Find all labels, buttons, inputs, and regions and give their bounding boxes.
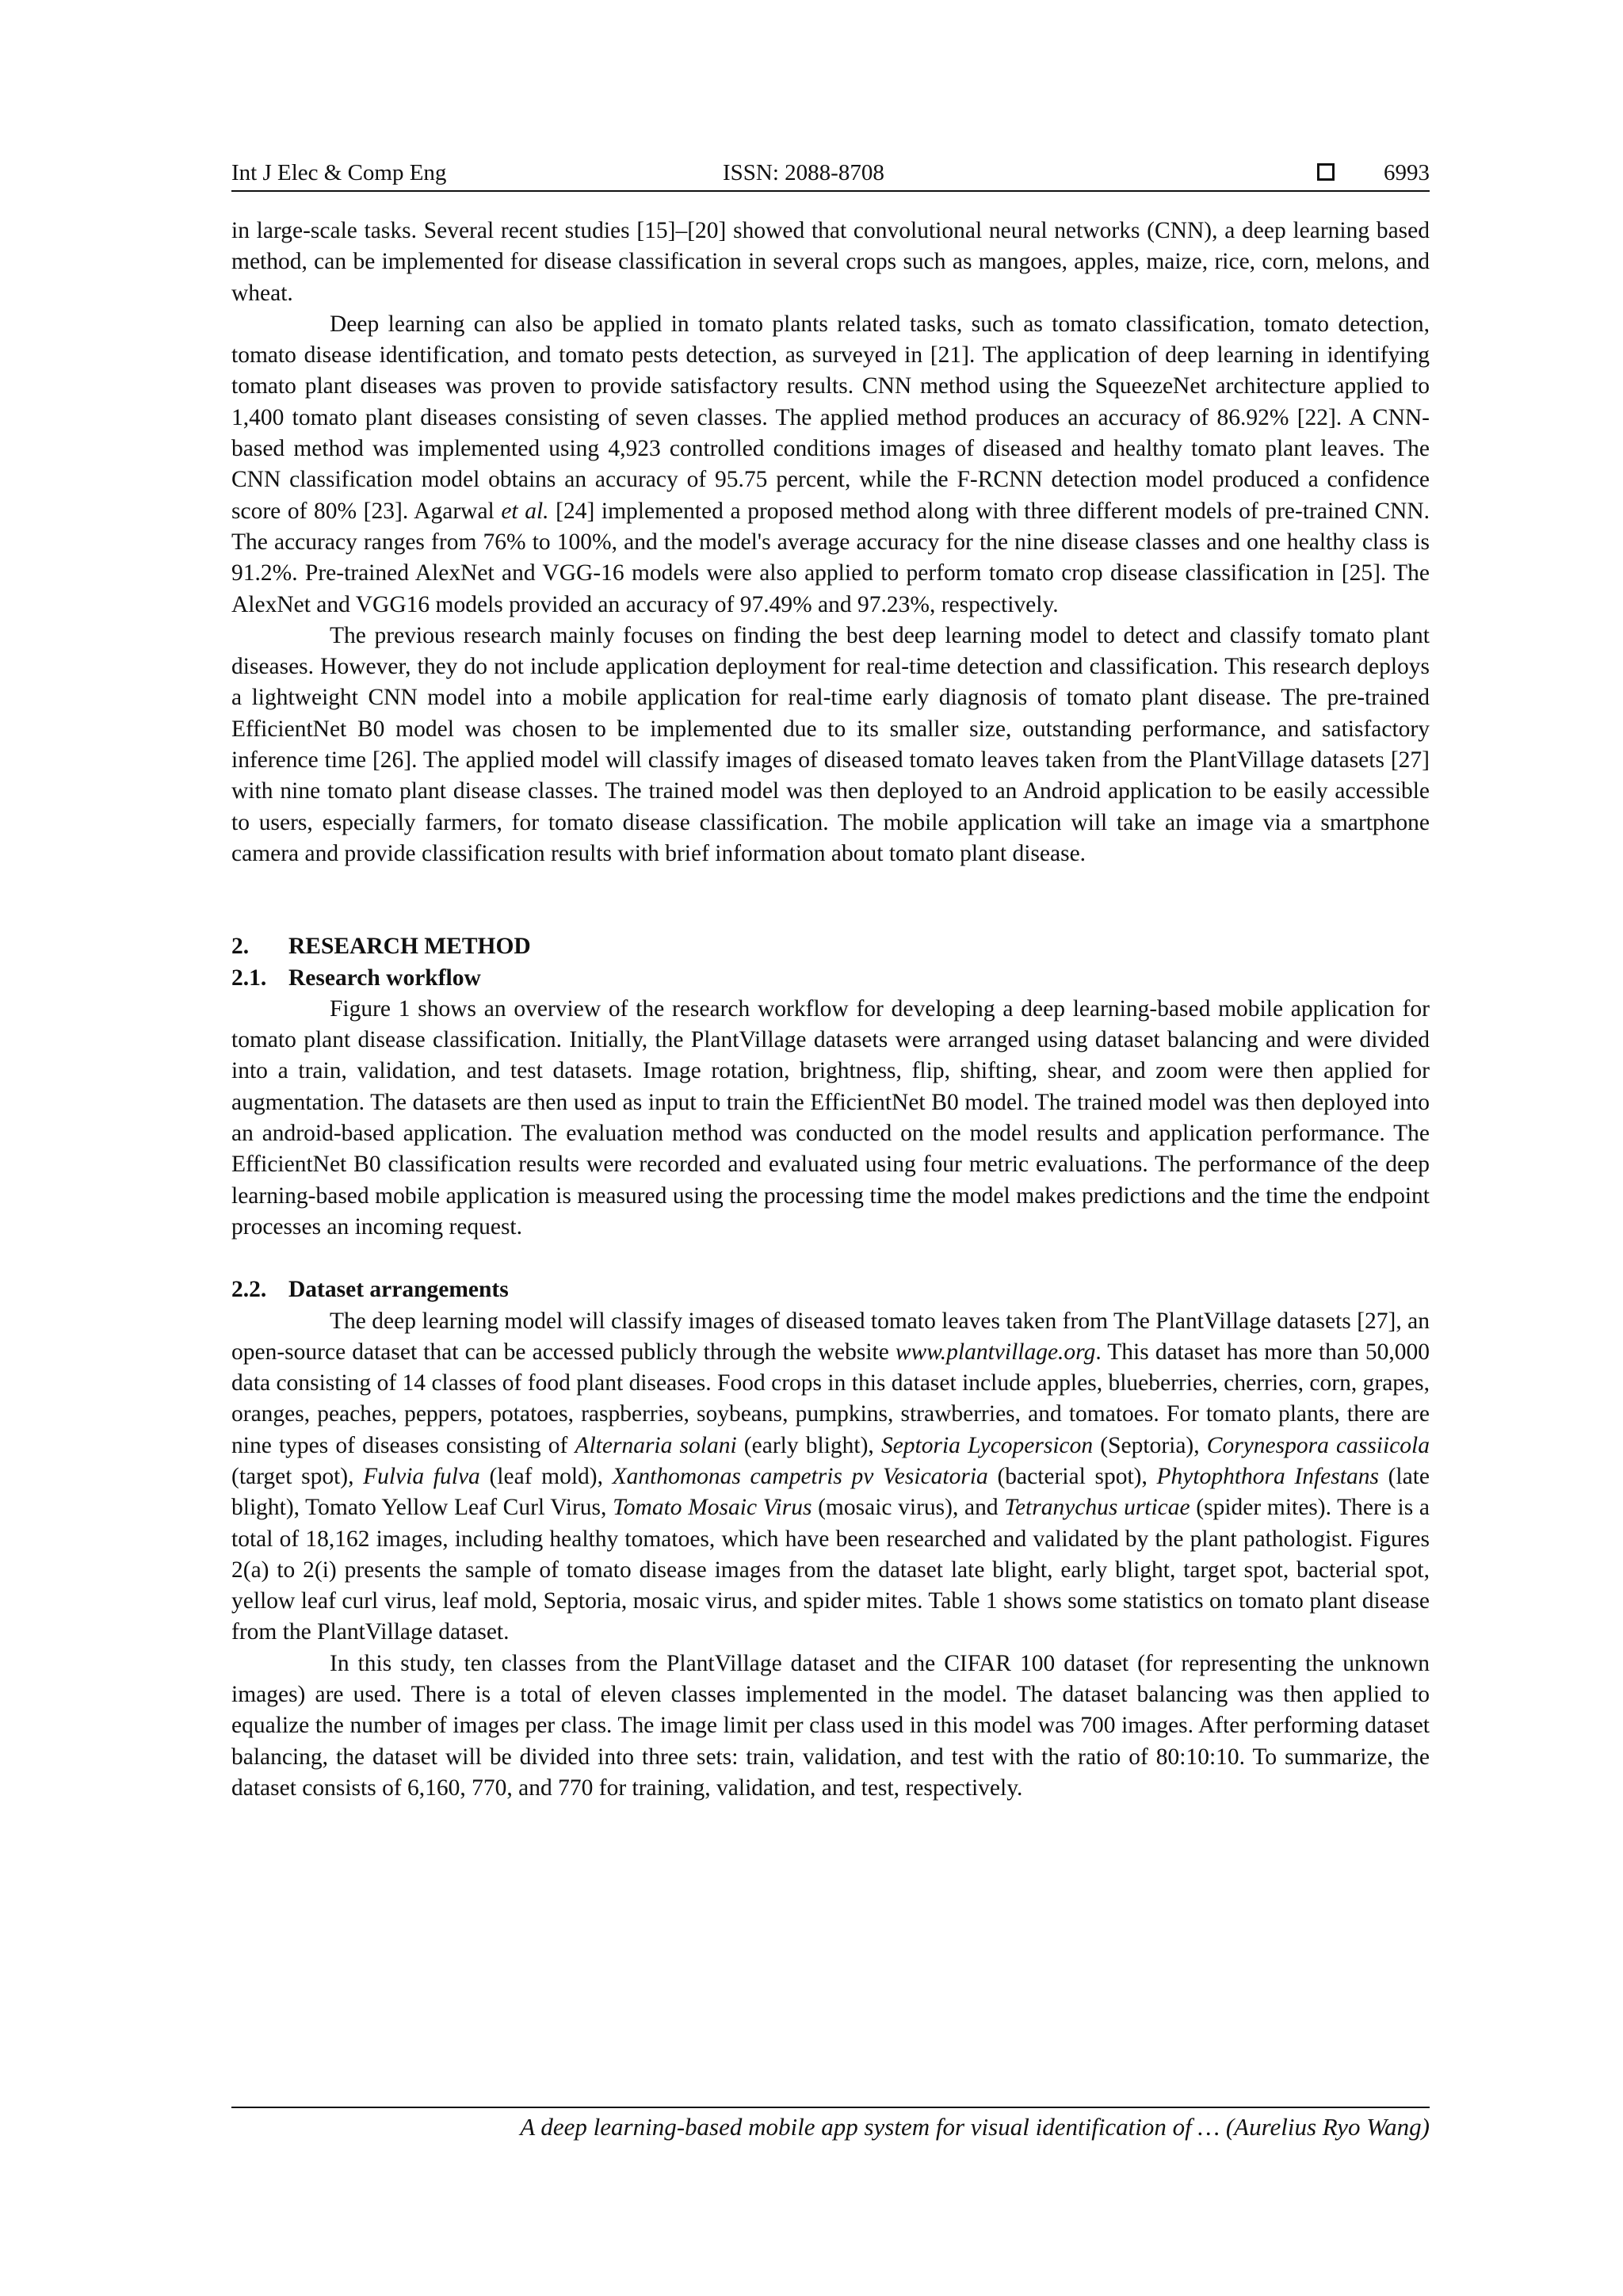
text-run: (early blight),	[736, 1432, 881, 1458]
species-name: Phytophthora Infestans	[1156, 1463, 1379, 1489]
text-run: (spider mites). There is a total of 18,162 images, including healthy tomatoes, which have been researched and validated by the plant pathologist. Figures 2(a) to 2(i) presents the sample of tomato disease images from the dataset late blight, early blight, target spot, bacterial spot, yellow leaf curl virus, leaf mold, Septoria, mosaic virus, and spider mites. Table 1 shows some statistics on tomato plant disease from the PlantVillage dataset.	[231, 1495, 1430, 1645]
text-run: (late blight), Tomato Yellow Leaf Curl Virus,	[231, 1463, 1430, 1521]
text-run: The deep learning model will classify images of diseased tomato leaves taken from The PlantVillage datasets [27], an open-source dataset that can be accessed publicly through the website	[231, 1308, 1430, 1365]
running-footer: A deep learning-based mobile app system for visual identification of … (Aurelius Ryo Wang)	[520, 2113, 1430, 2141]
section-number: 2.	[231, 934, 250, 960]
et-al: et al.	[501, 498, 549, 524]
page-header	[231, 155, 1430, 190]
subsection-number: 2.1.	[231, 965, 267, 991]
text-run: (Septoria),	[1093, 1432, 1207, 1458]
text-run: (target spot)	[231, 1463, 349, 1489]
species-name: Corynespora cassiicola	[1206, 1432, 1430, 1458]
species-name: Alternaria solani	[575, 1432, 737, 1458]
paragraph-1: in large-scale tasks. Several recent studies [15]–[20] showed that convolutional neural networks (CNN), a deep learning based method, can be implemented for disease classification in several crops such as mangoes, apples, maize, rice, corn, melons, and wheat.	[231, 218, 1430, 306]
paragraph-4: Figure 1 shows an overview of the research workflow for developing a deep learning-based mobile application for tomato plant disease classification. Initially, the PlantVillage datasets were arranged using dataset balancing and were divided into a train, validation, and test datasets. Image rotation, brightness, flip, shifting, shear, and zoom were then applied for augmentation. The datasets are then used as input to train the EfficientNet B0 model. The trained model was then deployed into an android-based application. The evaluation method was conducted on the model results and application performance. The EfficientNet B0 classification results were recorded and evaluated using four metric evaluations. The performance of the deep learning-based mobile application is measured using the processing time the model makes predictions and the time the endpoint processes an incoming request.	[231, 995, 1430, 1240]
text-run: (mosaic virus), and	[812, 1495, 1005, 1521]
subsection-number: 2.2.	[231, 1277, 267, 1303]
website-url: www.plantvillage.org	[895, 1339, 1096, 1365]
paragraph-2	[231, 309, 1430, 621]
issn: ISSN: 2088-8708	[723, 160, 884, 185]
page-number: 6993	[1384, 160, 1430, 185]
subsection-heading-2-1	[231, 963, 1430, 994]
section-spacer	[231, 869, 1430, 931]
subsection-spacer	[231, 1243, 1430, 1274]
species-name: Tomato Mosaic Virus	[613, 1495, 812, 1521]
species-name: Tetranychus urticae	[1004, 1495, 1190, 1521]
subsection-heading-2-2	[231, 1274, 1430, 1305]
species-name: Xanthomonas campetris pv Vesicatoria	[612, 1463, 988, 1489]
footer-divider	[231, 2107, 1430, 2108]
species-name: Fulvia fulva	[363, 1463, 480, 1489]
paragraph-5	[231, 1306, 1430, 1648]
subsection-title: Research workflow	[288, 965, 481, 991]
species-name: Septoria Lycopersicon	[880, 1432, 1094, 1458]
paragraph-2-part-a: Deep learning can also be applied in tomato plants related tasks, such as tomato classification, tomato detection, tomato disease identification, and tomato pests detection, as surveyed in [21]. The application of deep learning in identifying tomato plant diseases was proven to provide satisfactory results. CNN method using the SqueezeNet architecture applied to 1,400 tomato plant diseases consisting of seven classes. The applied method produces an accuracy of 86.92% [22]. A CNN-based method was implemented using 4,923 controlled conditions images of diseased and healthy tomato plant leaves. The CNN classification model obtains an accuracy of 95.75 percent, while the F-RCNN detection model produced a confidence score of 80% [23]. Agarwal	[231, 311, 1430, 524]
paragraph-3: The previous research mainly focuses on finding the best deep learning model to detect and classify tomato plant diseases. However, they do not include application deployment for real-time detection and classification. This research deploys a lightweight CNN model into a mobile application for real-time early diagnosis of tomato plant disease. The pre-trained EfficientNet B0 model was chosen to be implemented due to its smaller size, outstanding performance, and satisfactory inference time [26]. The applied model will classify images of diseased tomato leaves taken from the PlantVillage datasets [27] with nine tomato plant disease classes. The trained model was then deployed to an Android application to be easily accessible to users, especially farmers, for tomato disease classification. The mobile application will take an image via a smartphone camera and provide classification results with brief information about tomato plant disease.	[231, 622, 1430, 866]
paragraph-2-part-b: [24] implemented a proposed method along with three different models of pre-trained CNN. The accuracy ranges from 76% to 100%, and the model's average accuracy for the nine disease classes and one healthy class is 91.2%. Pre-trained AlexNet and VGG-16 models were also applied to perform tomato crop disease classification in [25]. The AlexNet and VGG16 models provided an accuracy of 97.49% and 97.23%, respectively.	[231, 498, 1430, 617]
text-run: ,	[348, 1463, 364, 1489]
section-title: RESEARCH METHOD	[288, 934, 531, 960]
body-text	[231, 216, 1430, 1804]
text-run: (leaf mold),	[479, 1463, 613, 1489]
text-run: . This dataset has more than 50,000 data consisting of 14 classes of food plant diseases. Food crops in this dataset include apples, blueberries, cherries, corn, grapes, oranges, peaches, peppers, potatoes, raspberries, soybeans, pumpkins, strawberries, and tomatoes. For tomato plants, there are nine types of diseases consisting of	[231, 1339, 1430, 1458]
paragraph-6: In this study, ten classes from the PlantVillage dataset and the CIFAR 100 dataset (for representing the unknown images) are used. There is a total of eleven classes implemented in the model. The dataset balancing was then applied to equalize the number of images per class. The image limit per class used in this model was 700 images. After performing dataset balancing, the dataset will be divided into three sets: train, validation, and test with the ratio of 80:10:10. To summarize, the dataset consists of 6,160, 770, and 770 for training, validation, and test, respectively.	[231, 1650, 1430, 1801]
subsection-title: Dataset arrangements	[288, 1277, 509, 1303]
header-divider	[231, 190, 1430, 192]
checkbox-square-icon	[1317, 163, 1335, 181]
section-heading-2	[231, 931, 1430, 962]
text-run: (bacterial spot),	[987, 1463, 1157, 1489]
journal-name: Int J Elec & Comp Eng	[231, 160, 447, 185]
